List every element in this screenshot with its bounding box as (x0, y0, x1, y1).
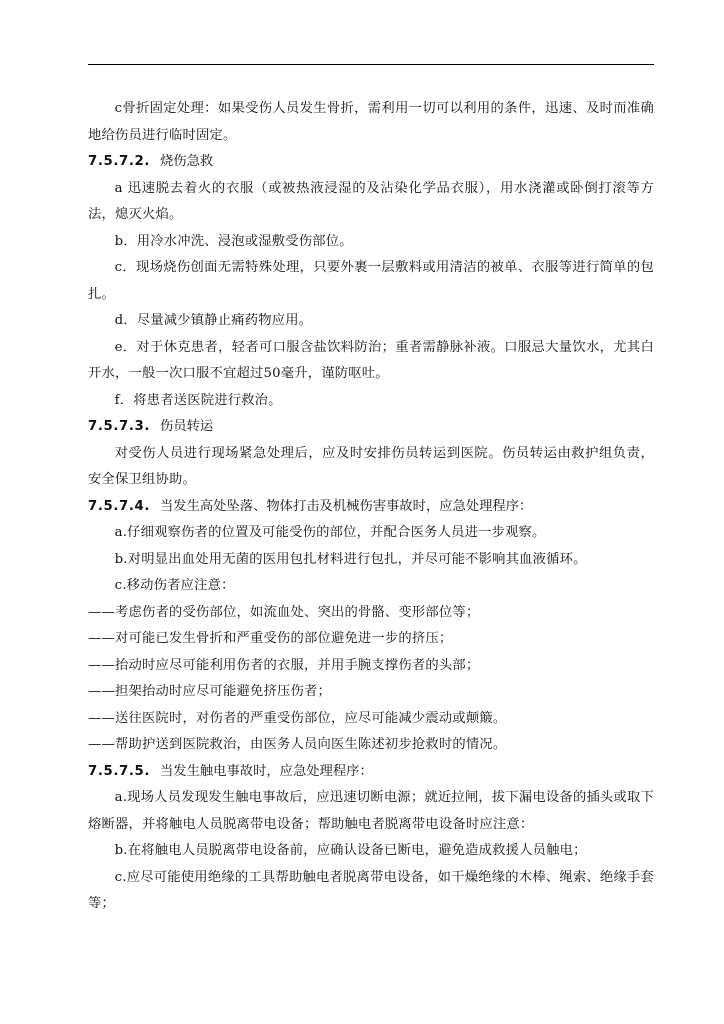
list-item: c.移动伤者应注意： (114, 578, 235, 593)
section-title: 当发生高处坠落、物体打击及机械伤害事故时，应急处理程序： (160, 498, 533, 514)
document-body (88, 96, 654, 918)
list-item: d．尽量减少镇静止痛药物应用。 (114, 313, 313, 328)
dash-list-item: ——送往医院时，对伤者的严重受伤部位，应尽可能减少震动或颠簸。 (88, 710, 507, 726)
section-heading (88, 414, 654, 441)
section-heading (88, 759, 654, 786)
section-heading (88, 494, 654, 521)
dash-list-item: ——帮助护送到医院救治，由医务人员向医生陈述初步抢救时的情况。 (88, 737, 507, 752)
paragraph: e．对于休克患者，轻者可口服含盐饮料防治；重者需静脉补液。口服忌大量饮水，尤其白开水，一般一次口服不宜超过50毫升，谨防呕吐。 (88, 339, 654, 381)
list-item: f．将患者送医院进行救治。 (114, 392, 282, 408)
section-title: 伤员转运 (160, 419, 214, 434)
list-item: a.仔细观察伤者的位置及可能受伤的部位，并配合医务人员进一步观察。 (114, 525, 546, 540)
section-title: 当发生触电事故时，应急处理程序： (160, 763, 373, 779)
list-item: b．用冷水冲洗、浸泡或湿敷受伤部位。 (114, 233, 353, 249)
paragraph: a.现场人员发现发生触电事故后，应迅速切断电源；就近拉闸，拔下漏电设备的插头或取下熔断器，并将触电人员脱离带电设备；帮助触电者脱离带电设备时应注意： (88, 790, 654, 832)
dash-list-item: ——担架抬动时应尽可能避免挤压伤者； (88, 684, 331, 699)
section-title: 烧伤急救 (160, 154, 214, 169)
paragraph: c．现场烧伤创面无需特殊处理，只要外裹一层敷料或用清洁的被单、衣服等进行简单的包扎。 (88, 260, 654, 302)
list-item: b.对明显出血处用无菌的医用包扎材料进行包扎，并尽可能不影响其血液循环。 (114, 551, 587, 567)
paragraph: c骨折固定处理：如果受伤人员发生骨折，需利用一切可以利用的条件，迅速、及时而准确地给伤员进行临时固定。 (88, 101, 654, 143)
section-number: 7.5.7.5. (88, 763, 151, 779)
paragraph: c.应尽可能使用绝缘的工具帮助触电者脱离带电设备，如干燥绝缘的木棒、绳索、绝缘手套等； (88, 869, 654, 911)
header-rule (88, 64, 654, 65)
section-number: 7.5.7.4. (88, 498, 151, 514)
list-item: b.在将触电人员脱离带电设备前，应确认设备已断电，避免造成救援人员触电； (114, 843, 587, 858)
dash-list-item: ——抬动时应尽可能利用伤者的衣服，并用手腕支撑伤者的头部； (88, 657, 480, 673)
dash-list-item: ——对可能已发生骨折和严重受伤的部位避免进一步的挤压； (88, 631, 453, 646)
paragraph: a 迅速脱去着火的衣服（或被热液浸湿的及沾染化学品衣服），用水浇灌或卧倒打滚等方法，熄灭火焰。 (88, 180, 654, 222)
section-heading (88, 149, 654, 176)
dash-list-item: ——考虑伤者的受伤部位，如流血处、突出的骨骼、变形部位等； (88, 604, 480, 620)
section-number: 7.5.7.3. (88, 419, 151, 434)
section-number: 7.5.7.2. (88, 154, 151, 169)
paragraph: 对受伤人员进行现场紧急处理后，应及时安排伤员转运到医院。伤员转运由救护组负责，安全保卫组协助。 (88, 445, 654, 487)
